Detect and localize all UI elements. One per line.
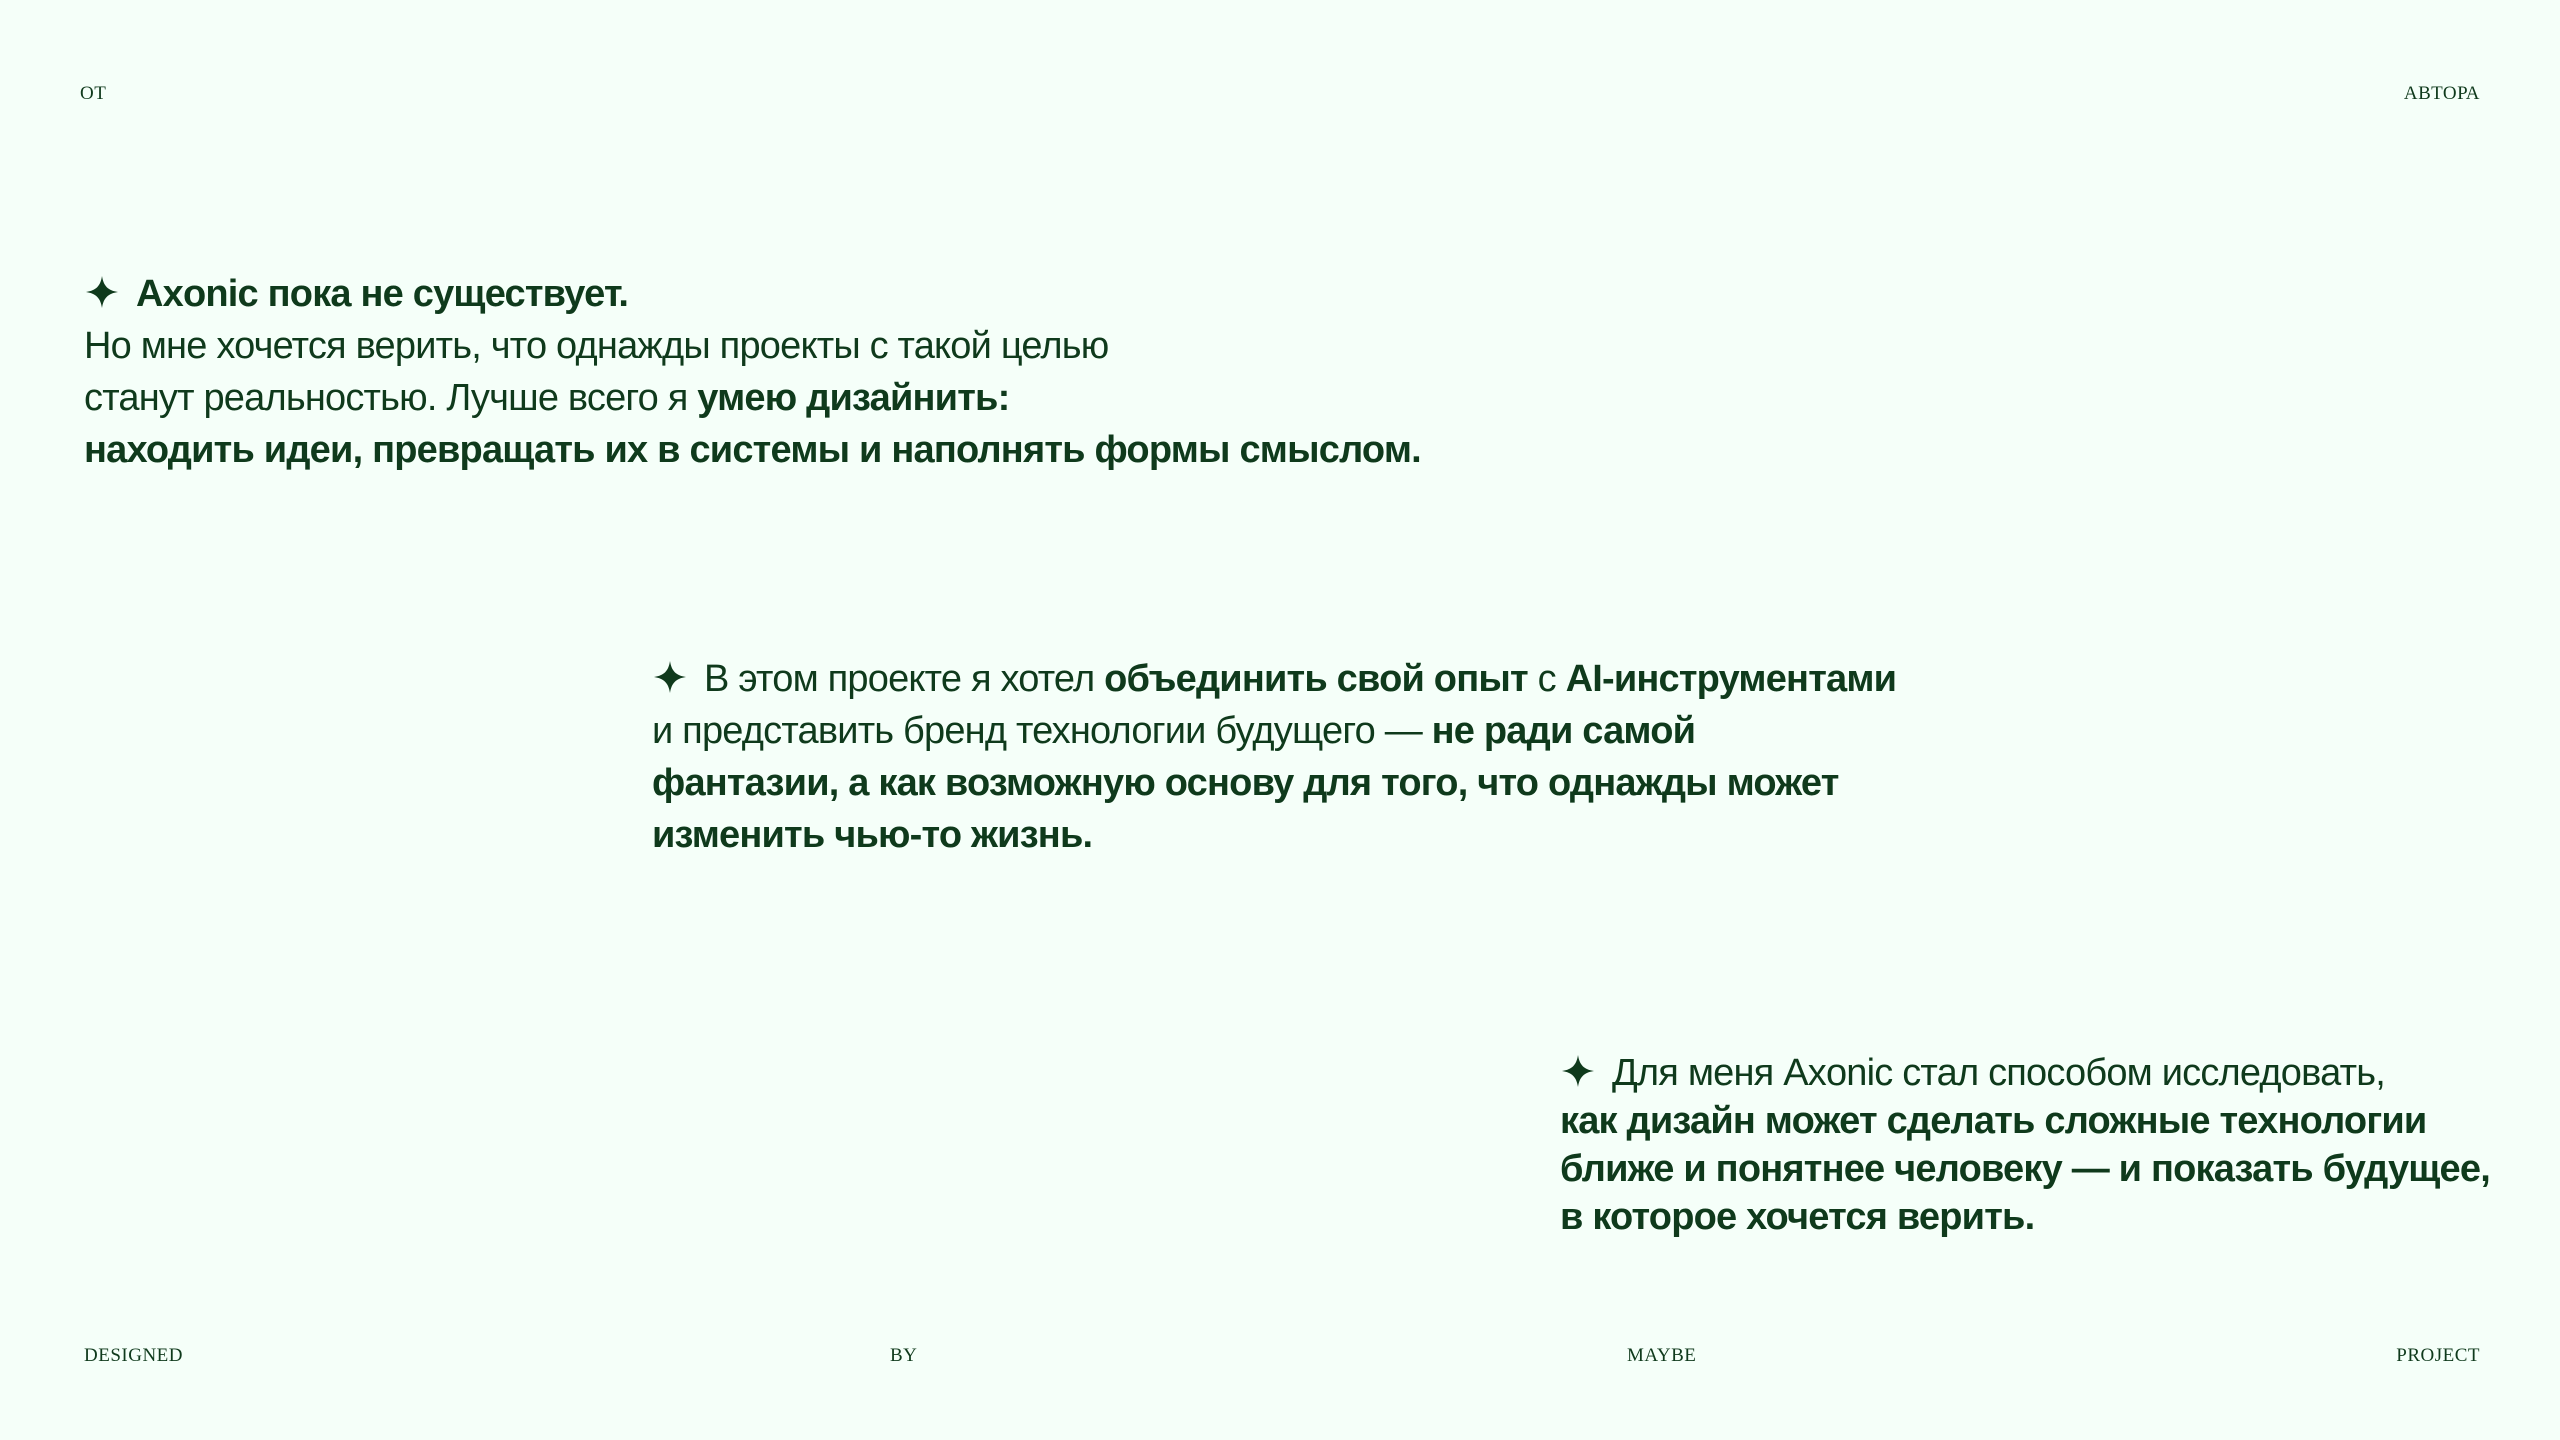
footer-label-designed: DESIGNED (84, 1345, 183, 1366)
statement-block-1 (84, 268, 1421, 476)
statement-text-emphasis: умею дизайнить: (697, 377, 1010, 419)
statement-line (84, 424, 1421, 476)
statement-line (1560, 1193, 2490, 1241)
four-point-star-icon (1560, 1053, 1596, 1089)
statement-line (1560, 1097, 2490, 1145)
statement-line (652, 653, 1896, 705)
statement-text: с (1527, 658, 1566, 700)
statement-text: Но мне хочется верить, что однажды проекты с такой целью (84, 325, 1109, 367)
statement-text: Для меня Axonic стал способом исследовать, (1612, 1052, 2385, 1094)
statement-text-emphasis: AI-инструментами (1565, 658, 1897, 700)
statement-text: и представить бренд технологии будущего — (652, 710, 1432, 752)
statement-line (84, 268, 1421, 320)
statement-text-emphasis: объединить свой опыт (1104, 658, 1528, 700)
footer-label-by: BY (890, 1345, 918, 1366)
statement-text: В этом проекте я хотел (704, 658, 1105, 700)
statement-text-emphasis: в которое хочется верить. (1560, 1196, 2035, 1238)
statement-block-2 (652, 653, 1896, 861)
statement-line (84, 320, 1421, 372)
statement-text-emphasis: находить идеи, превращать их в системы и наполнять формы смыслом. (84, 429, 1421, 471)
corner-label-top-right: АВТОРА (2403, 83, 2480, 104)
statement-text: станут реальностью. Лучше всего я (84, 377, 698, 419)
statement-line (652, 705, 1896, 757)
statement-text-emphasis: изменить чью-то жизнь. (652, 814, 1093, 856)
statement-text: Axonic пока не существует. (136, 273, 629, 315)
corner-label-top-left: ОТ (80, 83, 107, 104)
statement-line (652, 757, 1896, 809)
statement-block-3 (1560, 1049, 2490, 1241)
statement-line (84, 372, 1421, 424)
four-point-star-icon (652, 659, 688, 695)
statement-text-emphasis: как дизайн может сделать сложные технологии (1560, 1100, 2427, 1142)
footer-label-project: PROJECT (2396, 1345, 2480, 1366)
statement-text-emphasis: фантазии, а как возможную основу для того, что однажды может (652, 762, 1839, 804)
statement-text-emphasis: не ради самой (1431, 710, 1696, 752)
statement-text-emphasis: ближе и понятнее человеку — и показать будущее, (1560, 1148, 2490, 1190)
footer-label-maybe: MAYBE (1627, 1345, 1697, 1366)
statement-line (652, 809, 1896, 861)
statement-line (1560, 1049, 2490, 1097)
statement-line (1560, 1145, 2490, 1193)
four-point-star-icon (84, 274, 120, 310)
